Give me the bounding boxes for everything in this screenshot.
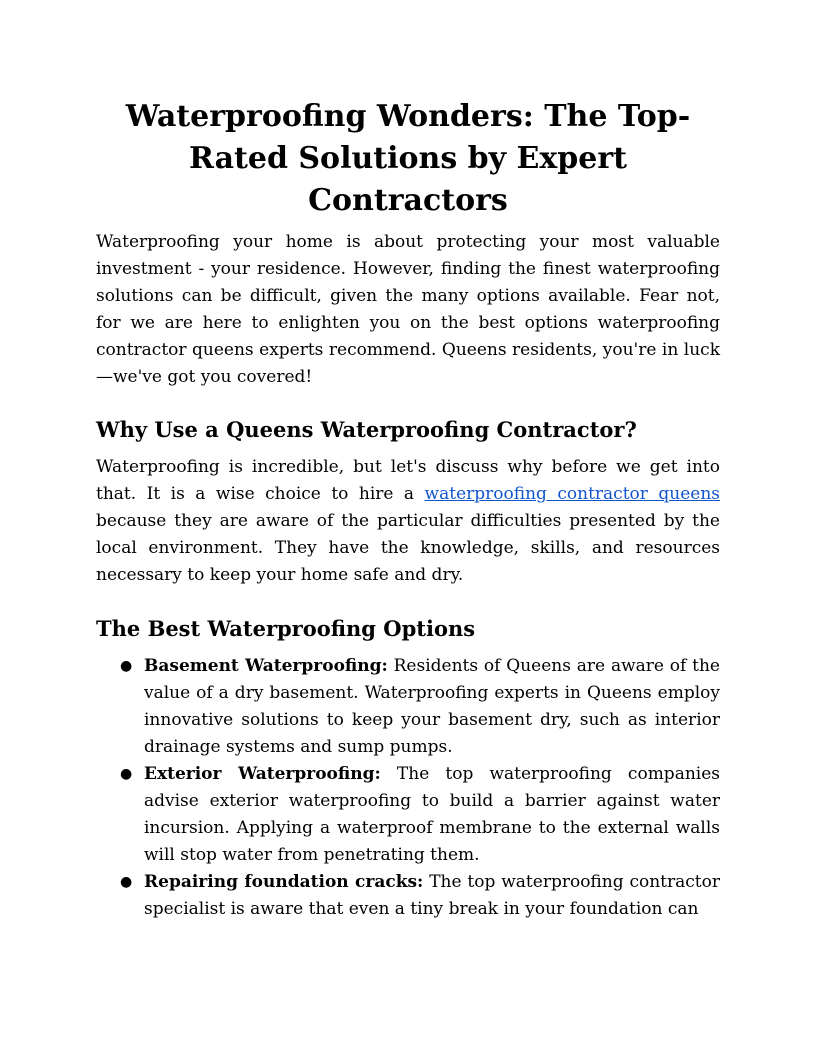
why-use-text-before: Waterproofing is incredible, but let's discuss why before we get into that. It is a wise choice to hire a xyxy=(96,457,720,504)
list-item xyxy=(96,653,720,761)
list-item xyxy=(96,761,720,869)
why-use-text-after: because they are aware of the particular difficulties presented by the local environment. They have the knowledge, skills, and resources necessary to keep your home safe and dry. xyxy=(96,511,720,585)
list-item-text: The top waterproofing contractor specialist is aware that even a tiny break in your foundation can xyxy=(144,872,720,919)
list-item-text: Residents of Queens are aware of the value of a dry basement. Waterproofing experts in Queens employ innovative solutions to keep your basement dry, such as interior drainage systems and sump pumps. xyxy=(144,656,720,757)
waterproofing-contractor-link[interactable]: waterproofing contractor queens xyxy=(424,484,720,504)
section-heading-best-options: The Best Waterproofing Options xyxy=(96,616,476,641)
list-item-lead: Repairing foundation cracks: xyxy=(144,872,424,892)
intro-paragraph: Waterproofing your home is about protecting your most valuable investment - your residence. However, finding the finest waterproofing solutions can be difficult, given the many options available. Fear not, for we are here to enlighten you on the best options waterproofing contractor queens experts recommend. Queens residents, you're in luck—we've got you covered! xyxy=(96,232,720,387)
bullet-icon: ● xyxy=(120,658,133,674)
why-use-paragraph xyxy=(96,454,720,589)
page-title: Waterproofing Wonders: The Top-Rated Solutions by Expert Contractors xyxy=(125,99,691,218)
list-item xyxy=(96,869,720,923)
section-heading-why-use: Why Use a Queens Waterproofing Contractor? xyxy=(96,417,637,442)
list-item-lead: Basement Waterproofing: xyxy=(144,656,388,676)
bullet-icon: ● xyxy=(120,766,133,782)
list-item-lead: Exterior Waterproofing: xyxy=(144,764,381,784)
list-item-text: The top waterproofing companies advise exterior waterproofing to build a barrier against water incursion. Applying a waterproof membrane to the external walls will stop water from penetrating them. xyxy=(144,764,720,865)
options-list xyxy=(96,653,720,923)
bullet-icon: ● xyxy=(120,874,133,890)
